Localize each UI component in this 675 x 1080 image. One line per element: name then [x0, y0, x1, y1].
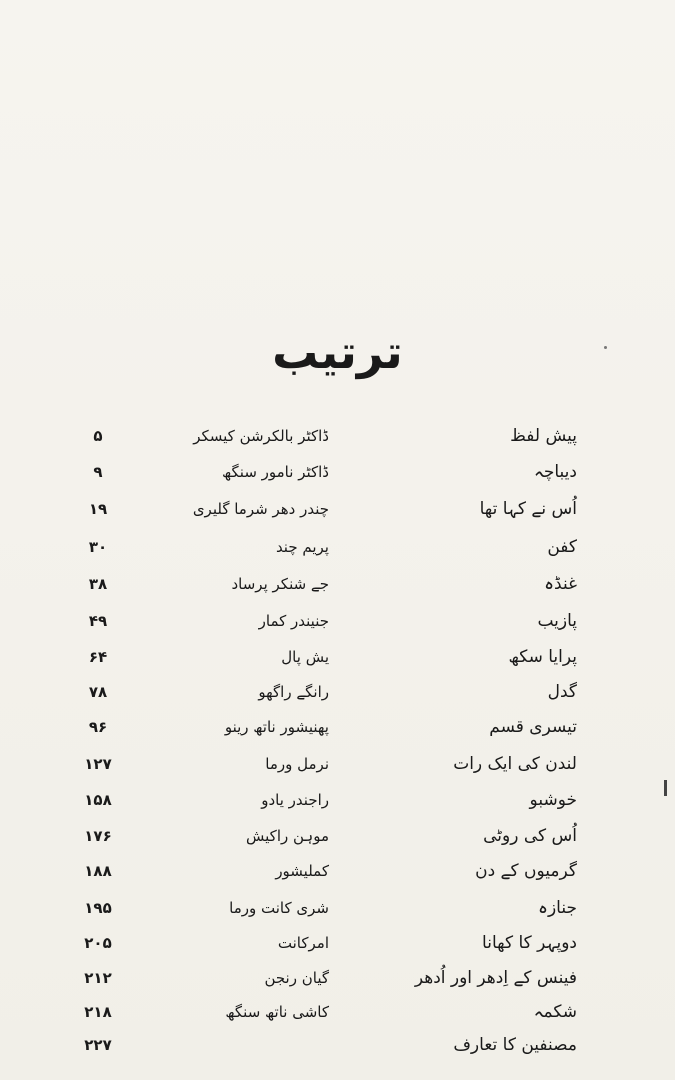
story-title: لندن کی ایک رات — [453, 754, 577, 774]
page-number: ۲۲۷ — [84, 1036, 112, 1054]
story-title: خوشبو — [529, 790, 577, 810]
toc-row — [0, 418, 675, 454]
author-name: نرمل ورما — [265, 755, 329, 773]
author-name: امرکانت — [277, 934, 329, 952]
toc-row — [0, 818, 675, 854]
toc-row — [0, 853, 675, 889]
page-number: ۵ — [93, 427, 103, 445]
page-number: ۱۵۸ — [84, 791, 112, 809]
author-name: جے شنکر پرساد — [231, 575, 329, 593]
author-name: موہن راکیش — [246, 827, 329, 845]
story-title: مصنفین کا تعارف — [453, 1035, 577, 1055]
author-name: جنیندر کمار — [258, 612, 329, 630]
toc-row — [0, 1027, 675, 1063]
author-name: رانگے راگھو — [258, 683, 329, 701]
story-title: گدل — [547, 682, 577, 702]
page-number: ۹۶ — [88, 718, 108, 736]
author-name: چندر دھر شرما گلیری — [192, 500, 329, 518]
toc-row — [0, 994, 675, 1030]
story-title: اُس کی روٹی — [483, 826, 577, 846]
story-title: شکمہ — [533, 1002, 577, 1022]
story-title: دیباچہ — [533, 462, 577, 482]
page-number: ۹ — [93, 463, 103, 481]
author-name: گیان رنجن — [264, 969, 329, 987]
story-title: جنازہ — [538, 898, 577, 918]
author-name: راجندر یادو — [261, 791, 329, 809]
toc-row — [0, 782, 675, 818]
author-name: شری کانت ورما — [229, 899, 329, 917]
author-name: پھنیشور ناتھ رینو — [224, 718, 329, 736]
toc-row — [0, 960, 675, 996]
toc-row — [0, 709, 675, 745]
story-title: دوپہر کا کھانا — [482, 933, 577, 953]
page-number: ۱۷۶ — [84, 827, 112, 845]
page-number: ۱۸۸ — [84, 862, 112, 880]
page-number: ۳۸ — [88, 575, 108, 593]
page-number: ۷۸ — [88, 683, 108, 701]
story-title: فینس کے اِدھر اور اُدھر — [414, 968, 577, 988]
page-number: ۶۴ — [88, 648, 108, 666]
toc-row — [0, 566, 675, 602]
story-title: اُس نے کہا تھا — [479, 499, 577, 519]
page-number: ۳۰ — [88, 538, 108, 556]
toc-row — [0, 746, 675, 782]
toc-row — [0, 925, 675, 961]
story-title: کفن — [547, 537, 577, 557]
page-number: ۱۹۵ — [84, 899, 112, 917]
toc-row — [0, 454, 675, 490]
author-name: کملیشور — [275, 862, 329, 880]
author-name: پریم چند — [275, 538, 329, 556]
toc-row — [0, 890, 675, 926]
author-name: ڈاکٹر بالکرشن کیسکر — [193, 427, 329, 445]
story-title: غنڈہ — [544, 574, 577, 594]
contents-title: ترتیب — [272, 325, 403, 379]
page-number: ۱۲۷ — [84, 755, 112, 773]
story-title: تیسری قسم — [489, 717, 577, 737]
toc-row — [0, 603, 675, 639]
author-name: ڈاکٹر نامور سنگھ — [222, 463, 329, 481]
author-name: یش پال — [281, 648, 329, 666]
page-number: ۲۰۵ — [84, 934, 112, 952]
toc-row — [0, 674, 675, 710]
page-number: ۲۱۸ — [84, 1003, 112, 1021]
story-title: پیش لفظ — [510, 426, 577, 446]
page-number: ۲۱۲ — [84, 969, 112, 987]
story-title: پازیب — [537, 611, 577, 631]
toc-row — [0, 639, 675, 675]
story-title: گرمیوں کے دن — [475, 861, 577, 881]
toc-row — [0, 491, 675, 527]
story-title: پرایا سکھ — [508, 647, 577, 667]
page-number: ۱۹ — [88, 500, 108, 518]
page-number: ۴۹ — [88, 612, 108, 630]
toc-row — [0, 529, 675, 565]
author-name: کاشی ناتھ سنگھ — [225, 1003, 329, 1021]
